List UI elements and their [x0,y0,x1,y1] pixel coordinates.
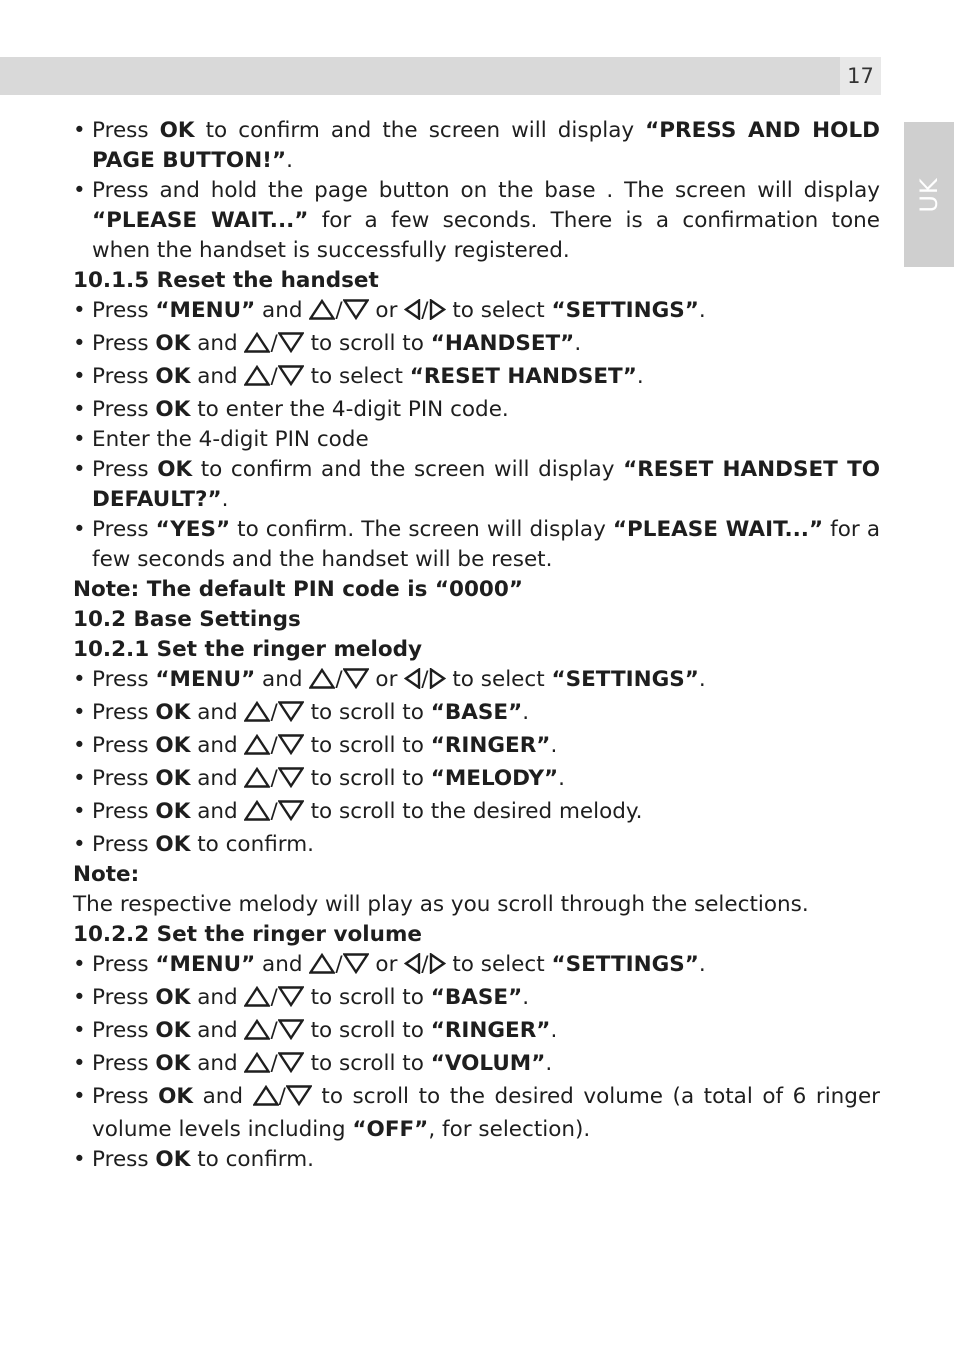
bullet-item: • Enter the 4-digit PIN code [73,425,880,455]
triangle-up-icon [244,800,270,821]
key-term: “YES” [155,517,231,542]
bullet-item: • Press and hold the page button on the base . The screen will display “PLEASE WAIT...” for a few seconds. There is a confirmation tone when the handset is successfully registered. [73,176,880,266]
triangle-down-icon [343,668,369,689]
slash-separator: / [335,298,343,323]
section-heading: 10.2.2 Set the ringer volume [73,922,422,947]
up-down-arrows-icon [244,764,303,797]
key-term: OK [155,799,191,824]
triangle-right-icon [429,299,446,320]
key-term: “OFF” [352,1117,429,1142]
key-term: OK [159,118,195,143]
bullet-item: • Press OK and / to scroll to “HANDSET”. [73,329,880,362]
up-down-arrows-icon [244,329,303,362]
bullet-item: • Press OK to enter the 4-digit PIN code. [73,395,880,425]
up-down-arrows-icon [309,296,368,329]
triangle-down-icon [278,332,304,353]
slash-separator: / [270,364,278,389]
triangle-up-icon [244,986,270,1007]
section-heading: Note: [73,862,140,887]
left-right-arrows-icon [404,665,445,698]
slash-separator: / [421,952,429,977]
slash-separator: / [270,799,278,824]
manual-content [73,116,880,1175]
section-heading: 10.1.5 Reset the handset [73,268,379,293]
slash-separator: / [270,1051,278,1076]
triangle-down-icon [286,1085,312,1106]
key-term: “PRESS AND HOLD PAGE BUTTON!” [92,118,881,173]
up-down-arrows-icon [309,665,368,698]
slash-separator: / [270,1018,278,1043]
bullet-item: • Press OK to confirm and the screen will display “PRESS AND HOLD PAGE BUTTON!”. [73,116,880,176]
up-down-arrows-icon [244,1049,303,1082]
key-term: OK [155,985,191,1010]
bullet-item: • Press OK to confirm. [73,1145,880,1175]
slash-separator: / [270,331,278,356]
triangle-down-icon [278,365,304,386]
bullet-item: • Press “YES” to confirm. The screen will display “PLEASE WAIT...” for a few seconds and the handset will be reset. [73,515,880,575]
slash-separator: / [270,733,278,758]
key-term: “PLEASE WAIT...” [612,517,824,542]
triangle-down-icon [343,299,369,320]
bullet-item: • Press OK and / to scroll to “VOLUM”. [73,1049,880,1082]
key-term: OK [155,733,191,758]
language-tab-label: UK [915,176,943,213]
key-term: “MENU” [155,952,256,977]
bullet-item: • Press OK and / to scroll to “RINGER”. [73,731,880,764]
key-term: “RINGER” [430,1018,551,1043]
key-term: OK [155,1147,191,1172]
triangle-up-icon [309,299,335,320]
section-heading: 10.2.1 Set the ringer melody [73,637,423,662]
triangle-down-icon [278,800,304,821]
triangle-down-icon [278,1052,304,1073]
triangle-up-icon [244,1019,270,1040]
key-term: “BASE” [430,700,523,725]
triangle-left-icon [404,668,421,689]
key-term: OK [155,766,191,791]
triangle-up-icon [244,1052,270,1073]
triangle-down-icon [278,767,304,788]
key-term: “RESET HANDSET TO DEFAULT?” [92,457,881,512]
triangle-up-icon [309,953,335,974]
up-down-arrows-icon [244,983,303,1016]
triangle-up-icon [244,701,270,722]
key-term: “MENU” [155,298,256,323]
up-down-arrows-icon [309,950,368,983]
triangle-down-icon [278,701,304,722]
bullet-item: • Press OK and / to select “RESET HANDSET”. [73,362,880,395]
key-term: “SETTINGS” [551,667,699,692]
triangle-up-icon [244,734,270,755]
bullet-item: • Press OK and / to scroll to “BASE”. [73,983,880,1016]
key-term: OK [155,1018,191,1043]
key-term: “PLEASE WAIT...” [92,208,309,233]
up-down-arrows-icon [244,797,303,830]
triangle-down-icon [343,953,369,974]
key-term: OK [155,331,191,356]
slash-separator: / [278,1084,286,1109]
key-term: OK [158,1084,194,1109]
key-term: “VOLUM” [430,1051,546,1076]
slash-separator: / [270,985,278,1010]
bullet-item: • Press OK to confirm and the screen will display “RESET HANDSET TO DEFAULT?”. [73,455,880,515]
key-term: “MENU” [155,667,256,692]
triangle-down-icon [278,734,304,755]
triangle-up-icon [309,668,335,689]
bullet-item: • Press OK and / to scroll to “MELODY”. [73,764,880,797]
key-term: “HANDSET” [430,331,575,356]
slash-separator: / [335,952,343,977]
up-down-arrows-icon [253,1082,312,1115]
slash-separator: / [270,700,278,725]
triangle-left-icon [404,299,421,320]
key-term: “SETTINGS” [551,298,699,323]
key-term: OK [155,700,191,725]
key-term: OK [157,457,193,482]
bullet-item: • Press OK and / to scroll to the desired volume (a total of 6 ringer volume levels including “OFF”, for selection). [73,1082,880,1145]
page-number: 17 [840,57,881,95]
key-term: “MELODY” [430,766,559,791]
left-right-arrows-icon [404,950,445,983]
bullet-item: • Press OK and / to scroll to the desired melody. [73,797,880,830]
section-heading: Note: The default PIN code is “0000” [73,577,523,602]
bullet-item: • Press “MENU” and / or / to select “SETTINGS”. [73,665,880,698]
bullet-item: • Press “MENU” and / or / to select “SETTINGS”. [73,296,880,329]
section-heading: 10.2 Base Settings [73,607,301,632]
key-term: “BASE” [430,985,523,1010]
triangle-up-icon [244,332,270,353]
up-down-arrows-icon [244,731,303,764]
left-right-arrows-icon [404,296,445,329]
note-text: The respective melody will play as you scroll through the selections. [73,892,809,917]
up-down-arrows-icon [244,698,303,731]
slash-separator: / [270,766,278,791]
triangle-right-icon [429,668,446,689]
triangle-up-icon [244,767,270,788]
key-term: “SETTINGS” [551,952,699,977]
triangle-left-icon [404,953,421,974]
triangle-right-icon [429,953,446,974]
key-term: OK [155,832,191,857]
bullet-item: • Press “MENU” and / or / to select “SETTINGS”. [73,950,880,983]
slash-separator: / [421,667,429,692]
header-bar [0,57,840,95]
key-term: OK [155,397,191,422]
triangle-up-icon [244,365,270,386]
language-tab [904,122,954,267]
triangle-down-icon [278,1019,304,1040]
up-down-arrows-icon [244,362,303,395]
bullet-item: • Press OK and / to scroll to “RINGER”. [73,1016,880,1049]
key-term: “RINGER” [430,733,551,758]
slash-separator: / [335,667,343,692]
key-term: OK [155,364,191,389]
bullet-item: • Press OK and / to scroll to “BASE”. [73,698,880,731]
key-term: OK [155,1051,191,1076]
triangle-down-icon [278,986,304,1007]
key-term: “RESET HANDSET” [409,364,637,389]
bullet-item: • Press OK to confirm. [73,830,880,860]
up-down-arrows-icon [244,1016,303,1049]
triangle-up-icon [253,1085,279,1106]
slash-separator: / [421,298,429,323]
